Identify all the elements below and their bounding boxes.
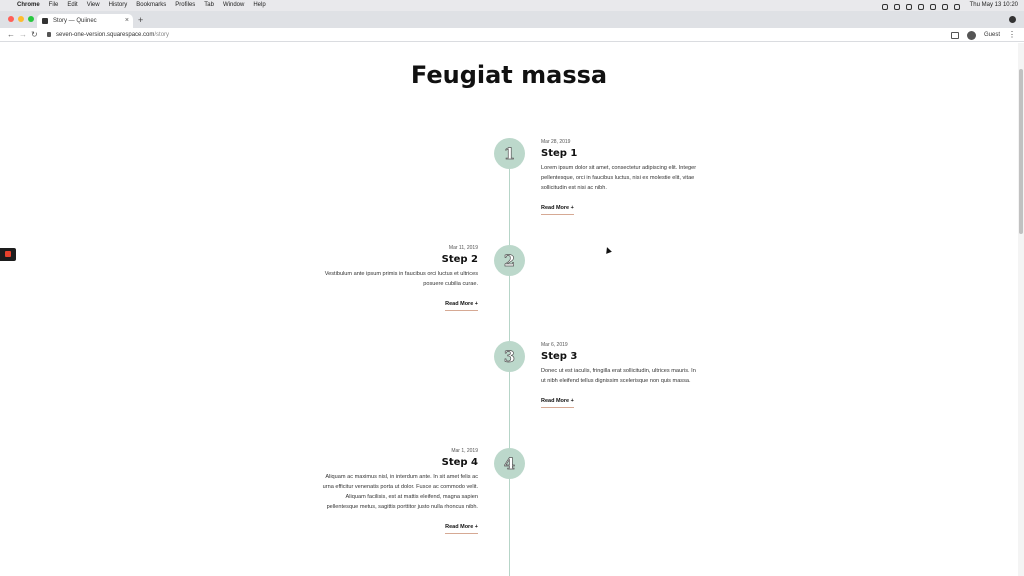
cloud-icon[interactable] bbox=[906, 4, 912, 10]
step-body: Lorem ipsum dolor sit amet, consectetur adipiscing elit. Integer pellentesque, orci in faucibus luctus, nisi ex molestie elit, vitae sollicitudin est nisi ac nibh. bbox=[541, 165, 697, 191]
timeline-step-1 bbox=[541, 139, 701, 215]
timeline-node-3: 3 bbox=[494, 341, 525, 372]
step-title: Step 1 bbox=[541, 148, 578, 159]
macos-menu-bar bbox=[0, 0, 1024, 11]
browser-menu-icon[interactable]: ⋮ bbox=[1008, 30, 1016, 39]
browser-tab-strip bbox=[0, 11, 1024, 28]
minimize-window-button[interactable] bbox=[18, 16, 24, 22]
read-more-link[interactable]: Read More + bbox=[445, 524, 478, 534]
menu-view[interactable]: View bbox=[86, 2, 100, 8]
menu-edit[interactable]: Edit bbox=[67, 2, 78, 8]
back-button[interactable]: ← bbox=[7, 30, 15, 39]
profile-label[interactable]: Guest bbox=[983, 32, 1000, 38]
menu-tab[interactable]: Tab bbox=[204, 2, 214, 8]
wifi-icon[interactable] bbox=[930, 4, 936, 10]
menu-history[interactable]: History bbox=[108, 2, 128, 8]
step-title: Step 4 bbox=[441, 457, 478, 468]
menu-window[interactable]: Window bbox=[222, 2, 245, 8]
menu-bookmarks[interactable]: Bookmarks bbox=[136, 2, 167, 8]
page-scrollbar[interactable] bbox=[1018, 43, 1024, 576]
read-more-link[interactable]: Read More + bbox=[541, 205, 574, 215]
new-tab-button[interactable]: + bbox=[138, 15, 144, 25]
screen-icon[interactable] bbox=[894, 4, 900, 10]
menu-profiles[interactable]: Profiles bbox=[175, 2, 196, 8]
url-path: /story bbox=[154, 32, 170, 38]
url-host: seven-one-version.squarespace.com bbox=[56, 32, 155, 38]
side-widget-button[interactable] bbox=[0, 248, 16, 261]
step-date: Mar 6, 2019 bbox=[541, 342, 568, 348]
scrollbar-thumb[interactable] bbox=[1019, 69, 1023, 234]
menu-file[interactable]: File bbox=[48, 2, 59, 8]
zoom-window-button[interactable] bbox=[28, 16, 34, 22]
search-icon[interactable] bbox=[942, 4, 948, 10]
status-icon[interactable] bbox=[882, 4, 888, 10]
window-controls bbox=[8, 16, 34, 22]
menu-clock[interactable]: Thu May 13 10:20 bbox=[969, 2, 1018, 8]
browser-toolbar bbox=[0, 28, 1024, 42]
step-date: Mar 11, 2019 bbox=[448, 245, 478, 251]
step-title: Step 2 bbox=[441, 254, 478, 265]
timeline-node-4: 4 bbox=[494, 448, 525, 479]
close-window-button[interactable] bbox=[8, 16, 14, 22]
timeline-step-3 bbox=[541, 342, 701, 408]
timeline-node-1: 1 bbox=[494, 138, 525, 169]
step-body: Vestibulum ante ipsum primis in faucibus orci luctus et ultrices posuere cubilia curae. bbox=[324, 271, 478, 287]
reload-button[interactable]: ↻ bbox=[31, 30, 38, 39]
page-title: Feugiat massa bbox=[410, 61, 608, 89]
read-more-link[interactable]: Read More + bbox=[541, 398, 574, 408]
favicon-icon bbox=[42, 18, 48, 24]
menu-help[interactable]: Help bbox=[253, 2, 266, 8]
step-body: Donec ut est iaculis, fringilla erat sollicitudin, ultrices mauris. In ut nibh eleifend tellus dignissim scelerisque non quis massa. bbox=[541, 368, 696, 384]
browser-tab[interactable] bbox=[37, 14, 133, 28]
menu-app-name[interactable]: Chrome bbox=[17, 2, 40, 8]
timeline-step-4 bbox=[318, 448, 478, 534]
tab-title: Story — Quiinec bbox=[53, 18, 97, 24]
mouse-cursor-icon bbox=[604, 246, 612, 254]
timeline-node-2: 2 bbox=[494, 245, 525, 276]
address-bar[interactable] bbox=[56, 28, 169, 42]
step-date: Mar 1, 2019 bbox=[451, 448, 478, 454]
widget-icon bbox=[5, 251, 11, 257]
tab-close-icon[interactable]: × bbox=[124, 17, 129, 24]
control-center-icon[interactable] bbox=[954, 4, 960, 10]
translate-icon[interactable] bbox=[951, 32, 959, 39]
extension-icon[interactable] bbox=[1009, 16, 1016, 23]
lock-icon[interactable] bbox=[47, 32, 51, 37]
forward-button[interactable]: → bbox=[19, 30, 27, 39]
timeline-step-2 bbox=[318, 245, 478, 311]
step-body: Aliquam ac maximus nisl, in interdum ante. In sit amet felis ac urna efficitur venenatis porta ut dolor. Fusce ac commodo velit. Aliquam facilisis, est at mattis eleifend, magna sapien pellentesque metus, sagittis porttitor justo nulla rhoncus nibh. bbox=[322, 474, 478, 510]
page-content bbox=[0, 43, 1018, 576]
profile-icon[interactable] bbox=[967, 31, 976, 40]
step-title: Step 3 bbox=[541, 351, 578, 362]
read-more-link[interactable]: Read More + bbox=[445, 301, 478, 311]
step-date: Mar 28, 2019 bbox=[541, 139, 571, 145]
battery-icon[interactable] bbox=[918, 4, 924, 10]
